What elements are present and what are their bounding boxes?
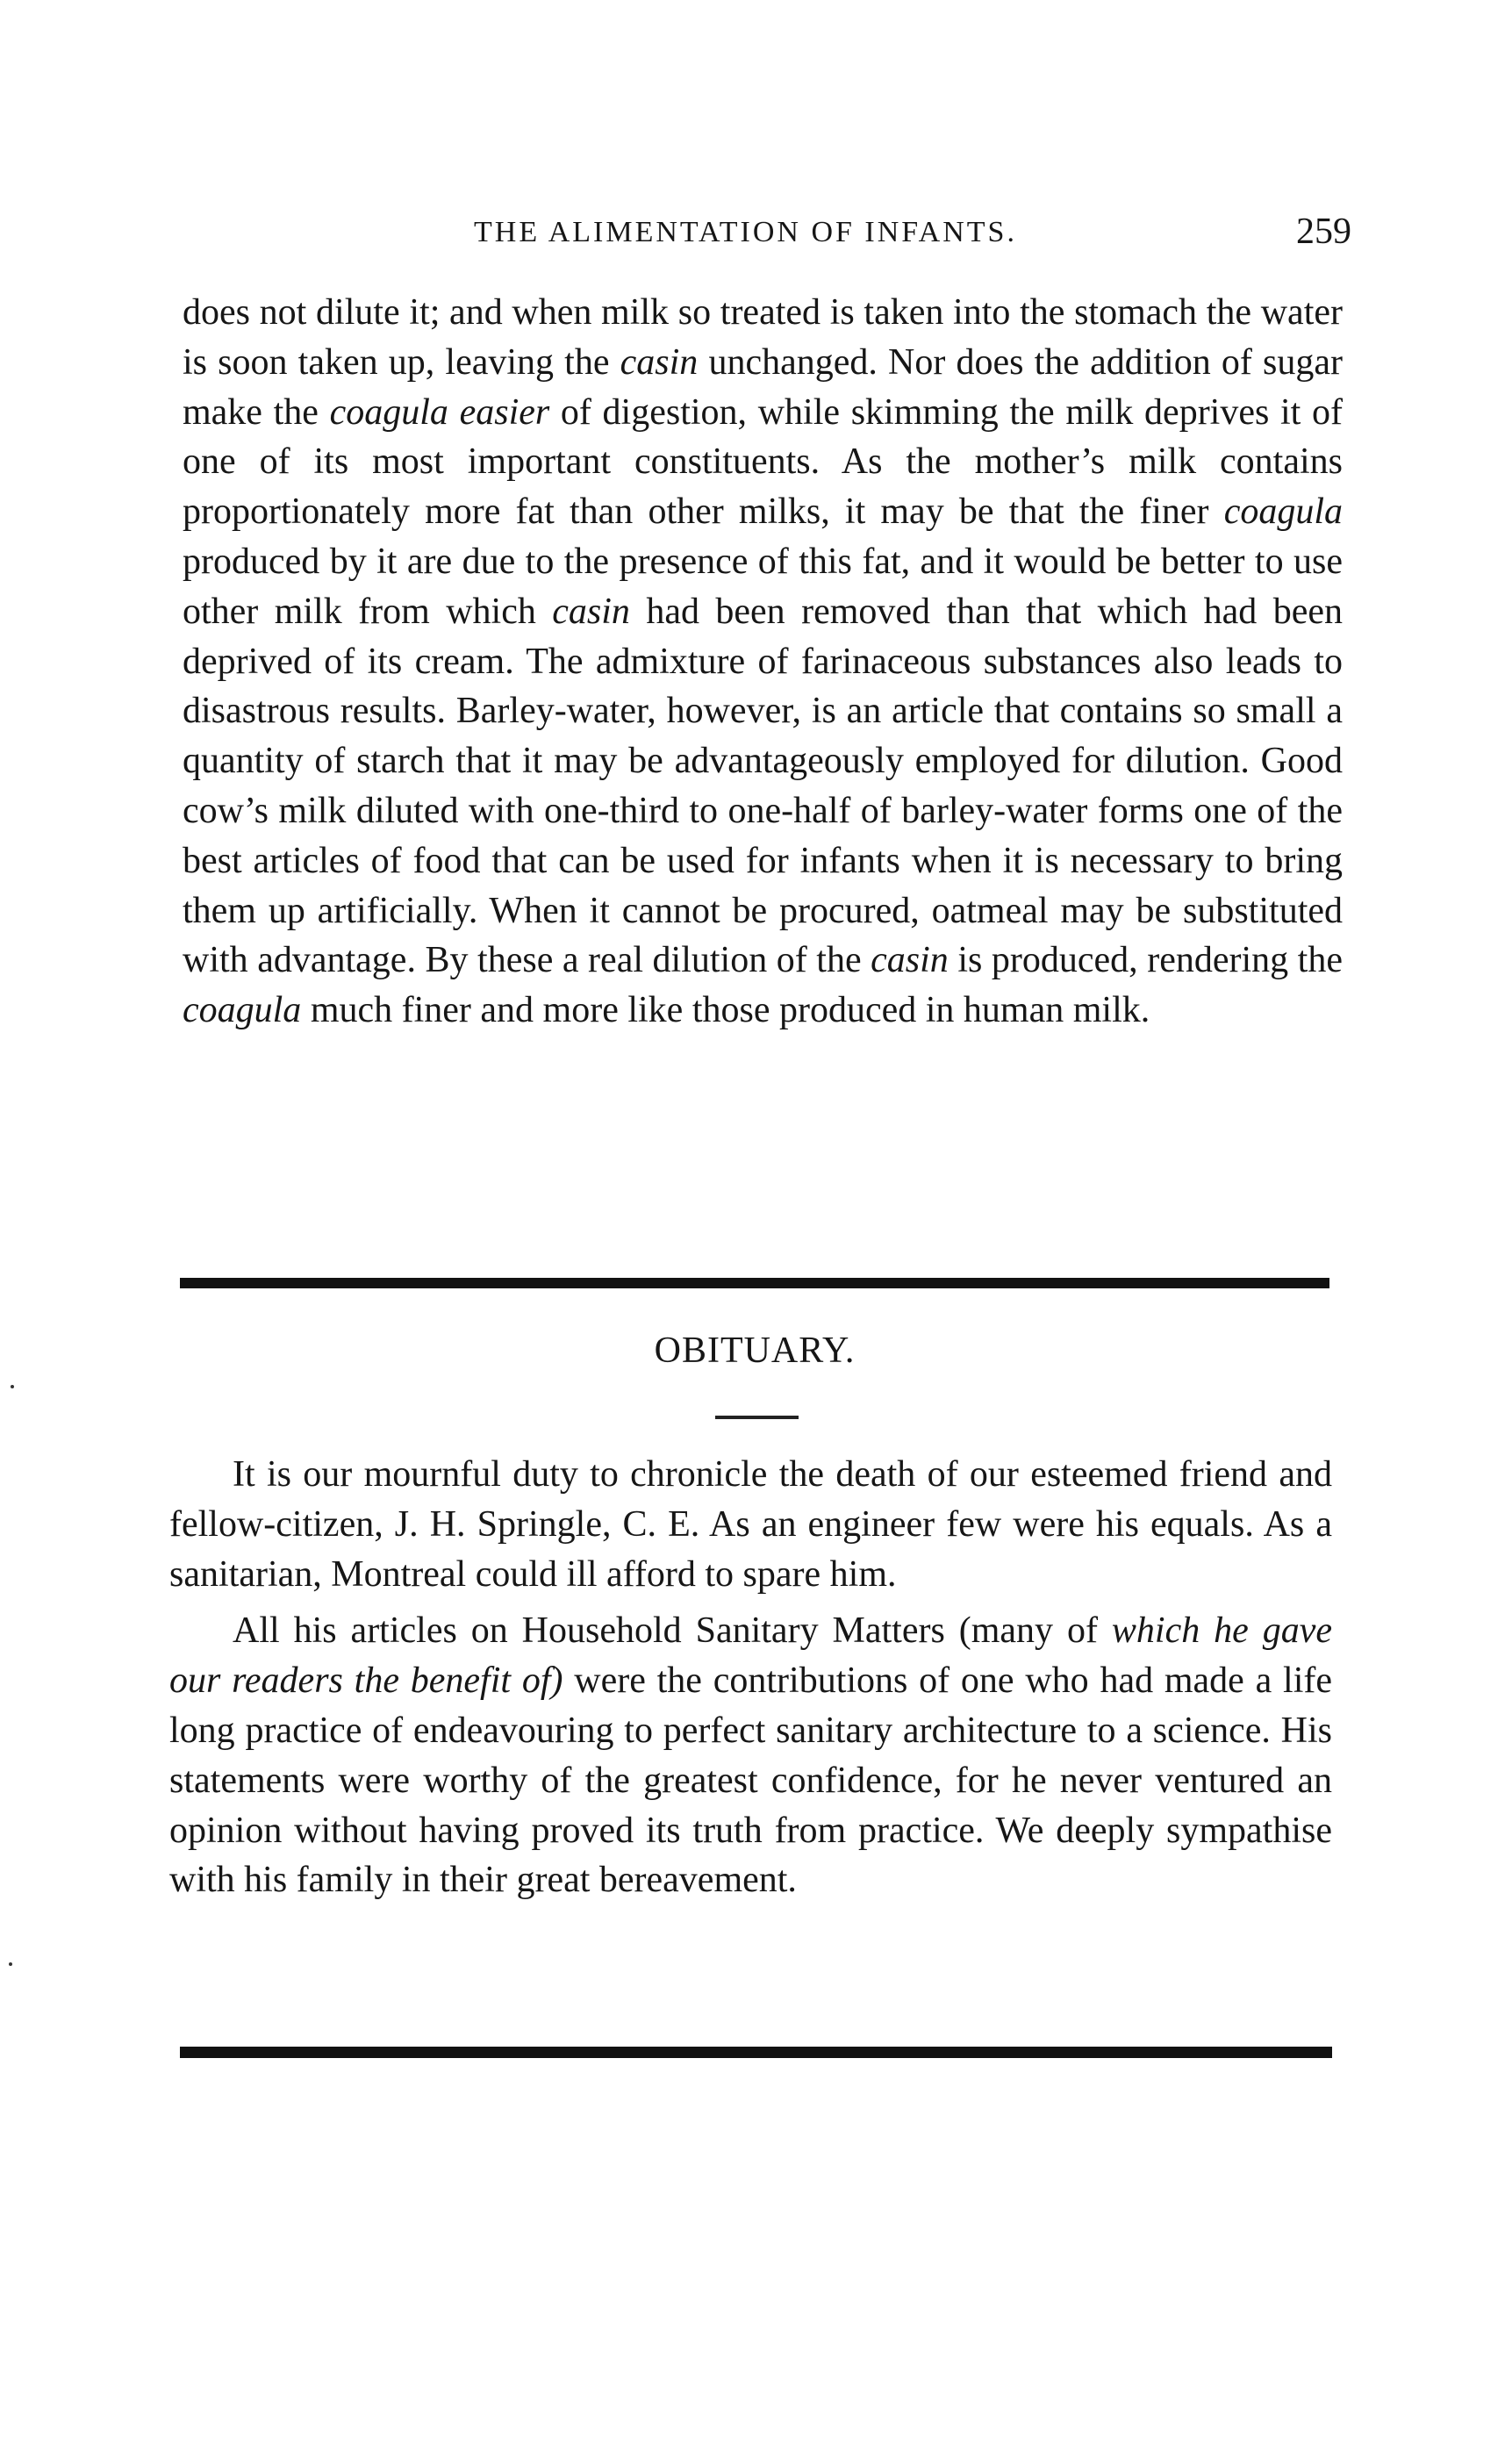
obituary-body [169, 1450, 1332, 1905]
italic-term: casin [620, 341, 699, 383]
page-number: 259 [1296, 212, 1351, 252]
end-divider-rule [180, 2047, 1332, 2058]
running-title: THE ALIMENTATION OF INFANTS. [474, 216, 1017, 248]
italic-term: casin [871, 940, 949, 981]
section-divider-rule [180, 1278, 1329, 1288]
obituary-heading: OBITUARY. [654, 1330, 856, 1371]
text-run: of digestion, while skimming the milk deprives it of one of its most important constituents. As the mother’s milk contains proportionately more fat than other milks, it may be that the finer [183, 391, 1343, 533]
italic-term: casin [552, 591, 630, 632]
heading-underline-rule [715, 1416, 799, 1419]
margin-speck [11, 1385, 14, 1388]
page-header [180, 211, 1351, 263]
text-run: does not dilute it; and when milk so treated is taken into the stomach the water is soon taken up, leaving the [183, 292, 1343, 383]
italic-term: coagula [183, 990, 302, 1031]
italic-phrase: which he gave our readers the benefit of) [169, 1610, 1333, 1702]
margin-speck [9, 1962, 12, 1966]
italic-term: coagula [1223, 491, 1343, 533]
text-run: is produced, rendering the [948, 940, 1343, 981]
text-run: much finer and more like those produced in human milk. [301, 990, 1150, 1031]
text-run: unchanged. Nor does the addition of sugar make the [183, 341, 1343, 433]
article-paragraph [183, 288, 1343, 1036]
article-continuation [183, 288, 1343, 1036]
obituary-paragraph-1: It is our mournful duty to chronicle the death of our esteemed friend and fellow-citizen, J. H. Springle, C. E. As an engineer few were his equals. As a sanitarian, Montreal could ill afford to spare him. [169, 1454, 1332, 1595]
text-run: had been removed than that which had been deprived of its cream. The admixture of farinaceous substances also leads to disastrous results. Barley-water, however, is an article that contains so small a quantity of starch that it may be advantageously employed for dilution. Good cow’s milk diluted with one-third to one-half of barley-water forms one of the best articles of food that can be used for infants when it is necessary to bring them up artificially. When it cannot be procured, oatmeal may be substituted with advantage. By these a real dilution of the [183, 591, 1343, 981]
text-run: produced by it are due to the presence of this fat, and it would be better to use other milk from which [183, 541, 1343, 632]
text-run: All his articles on Household Sanitary Matters (many of [233, 1610, 1112, 1652]
text-run: were the contributions of one who had made a life long practice of endeavouring to perfect sanitary architecture to a science. His statements were worthy of the greatest confidence, for he never ventured an opinion without having proved its truth from practice. We deeply sympathise with his family in their great bereavement. [169, 1660, 1332, 1901]
italic-term: coagula easier [329, 391, 550, 433]
obituary-paragraph-2 [169, 1606, 1332, 1905]
